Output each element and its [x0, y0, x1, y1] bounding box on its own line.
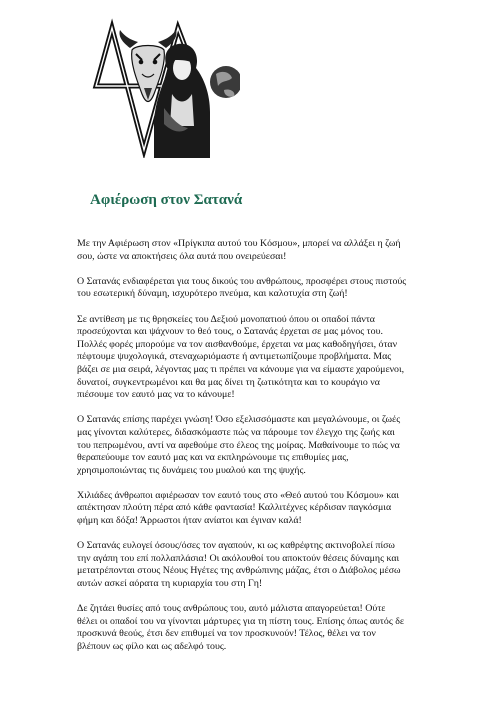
paragraph: Ο Σατανάς ενδιαφέρεται για τους δικούς του ανθρώπους, προσφέρει στους πιστούς του εσωτερική δύναμη, ισχυρότερο πνεύμα, και καλοτυχία στη ζωή!	[77, 275, 407, 300]
pentagram-goat-figure-icon	[92, 8, 240, 158]
article-body	[77, 238, 407, 666]
page-title: Αφιέρωση στον Σατανά	[90, 192, 243, 208]
paragraph: Σε αντίθεση με τις θρησκείες του Δεξιού μονοπατιού όπου οι οπαδοί πάντα προσεύχονται και ψάχνουν το θεό τους, ο Σατανάς έρχεται σε μας μόνος του. Πολλές φορές μπορούμε να τον αισθανθούμε, έρχεται να μας καθοδηγήσει, όταν πέφτουμε ψυχολογικά, στεναχωριόμαστε ή αντιμετωπίζουμε προβλήματα. Μας βάζει σε μια σειρά, λέγοντας μας τι πρέπει να κάνουμε για να είμαστε χαρούμενοι, δυνατοί, συγκεντρωμένοι και θα μας δίνει τη ζωτικότητα και το κουράγιο να πιέσουμε τον εαυτό μας να το κάνουμε!	[77, 313, 405, 401]
paragraph: Ο Σατανάς επίσης παρέχει γνώση! Όσο εξελισσόμαστε και μεγαλώνουμε, οι ζωές μας γίνονται καλύτερες, διδασκόμαστε πώς να πάρουμε τον έλεγχο της ζωής και του πεπρωμένου, αντί να αφεθούμε στο έλεος της μοίρας. Μαθαίνουμε το πώς να θεραπεύουμε τον εαυτό μας και να εκπληρώνουμε τις επιθυμίες μας, χρησιμοποιώντας τις δυνάμεις του μυαλού και της ψυχής.	[77, 414, 401, 476]
paragraph: Δε ζητάει θυσίες από τους ανθρώπους του, αυτό μάλιστα απαγορεύεται! Ούτε θέλει οι οπαδοί του να γίνονται μάρτυρες για τη πίστη τους. Επίσης όπως αυτός δε προσκυνά θεούς, έτσι δεν επιθυμεί να τον προσκυνούν! Τέλος, θέλει να τον βλέπουν ως φίλο και ως αδελφό τους.	[77, 603, 405, 652]
paragraph: Χιλιάδες άνθρωποι αφιέρωσαν τον εαυτό τους στο «Θεό αυτού του Κόσμου» και απέκτησαν πλούτη πέρα από κάθε φαντασία! Καλλιτέχνες κέρδισαν παγκόσμια φήμη και δόξα! Άρρωστοι ήταν ανίατοι και έγιναν καλά!	[77, 489, 399, 527]
paragraph: Με την Αφιέρωση στον «Πρίγκιπα αυτού του Κόσμου», μπορεί να αλλάξει η ζωή σου, ώστε να αποκτήσεις όλα αυτά που ονειρεύεσαι!	[77, 238, 401, 262]
paragraph: Ο Σατανάς ευλογεί όσους/όσες τον αγαπούν, κι ως καθρέφτης ακτινοβολεί πίσω την αγάπη του επί πολλαπλάσια! Οι ακόλουθοί του αποκτούν θέσεις δύναμης και μετατρέπονται στους Νέους Ηγέτες της ανθρώπινης μάζας, έτσι ο Διάβολος μέσω αυτών ασκεί αόρατα τη κυριαρχία του στη Γη!	[77, 540, 401, 590]
